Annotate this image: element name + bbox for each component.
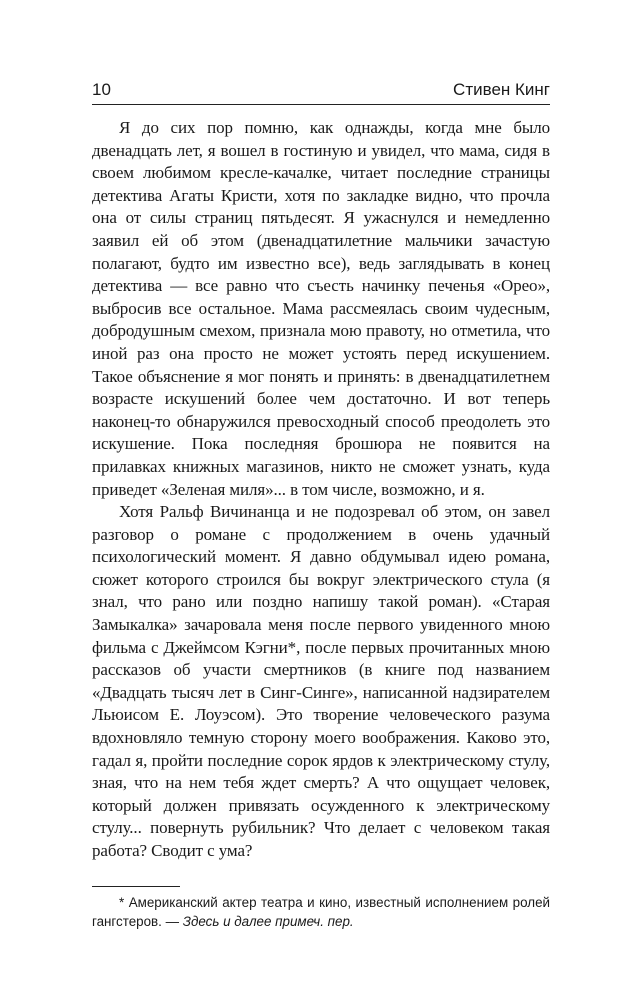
paragraph: Хотя Ральф Вичинанца и не подозревал об этом, он завел разговор о романе с продолжением в очень удачный психологический момент. Я давно обдумывал идею романа, сюжет которого строился бы вокруг электрического стула (я знал, что рано или поздно напишу такой роман). «Старая Замыкалка» зачаровала меня после первого увиденного мною фильма с Джеймсом Кэгни*, после первых прочитанных мною рассказов об участи смертников (в книге под названием «Двадцать тысяч лет в Синг-Синге», написанной надзирателем Льюисом Е. Лоуэсом). Это творение человеческого разума вдохновляло темную сторону моего воображения. Каково это, гадал я, пройти последние сорок ярдов к электрическому стулу, зная, что на нем тебя ждет смерть? А что ощущает человек, который должен привязать осужденного к электрическому стулу... повернуть рубильник? Что делает с человеком такая работа? Сводит с ума? [92, 502, 550, 860]
footnote-rule [92, 886, 180, 887]
page-number: 10 [92, 80, 111, 99]
footnote-italic: Здесь и далее примеч. пер. [182, 914, 354, 929]
body-text [92, 117, 550, 863]
footnote-text: * Американский актер театра и кино, известный исполнением ролей гангстеров. — [92, 895, 550, 929]
paragraph: Я до сих пор помню, как однажды, когда мне было двенадцать лет, я вошел в гостиную и увидел, что мама, сидя в своем любимом кресле-качалке, читает последние страницы детектива Агаты Кристи, хотя по закладке видно, что прочла она от силы страниц пятьдесят. Я ужаснулся и немедленно заявил ей об этом (двенадцатилетние мальчики зачастую полагают, будто им известно все), ведь заглядывать в конец детектива — все равно что съесть начинку печенья «Орео», выбросив все остальное. Мама рассмеялась своим чудесным, добродушным смехом, признала мою правоту, но отметила, что иной раз она просто не может устоять перед искушением. Такое объяснение я мог понять и принять: в двенадцатилетнем возрасте искушений более чем достаточно. И вот теперь наконец-то обнаружился превосходный способ преодолеть это искушение. Пока последняя брошюра не появится на прилавках книжных магазинов, никто не сможет узнать, куда приведет «Зеленая миля»... в том числе, возможно, и я. [92, 118, 550, 499]
footnote [92, 893, 550, 931]
header-rule [92, 104, 550, 105]
running-head: Стивен Кинг [453, 80, 550, 99]
